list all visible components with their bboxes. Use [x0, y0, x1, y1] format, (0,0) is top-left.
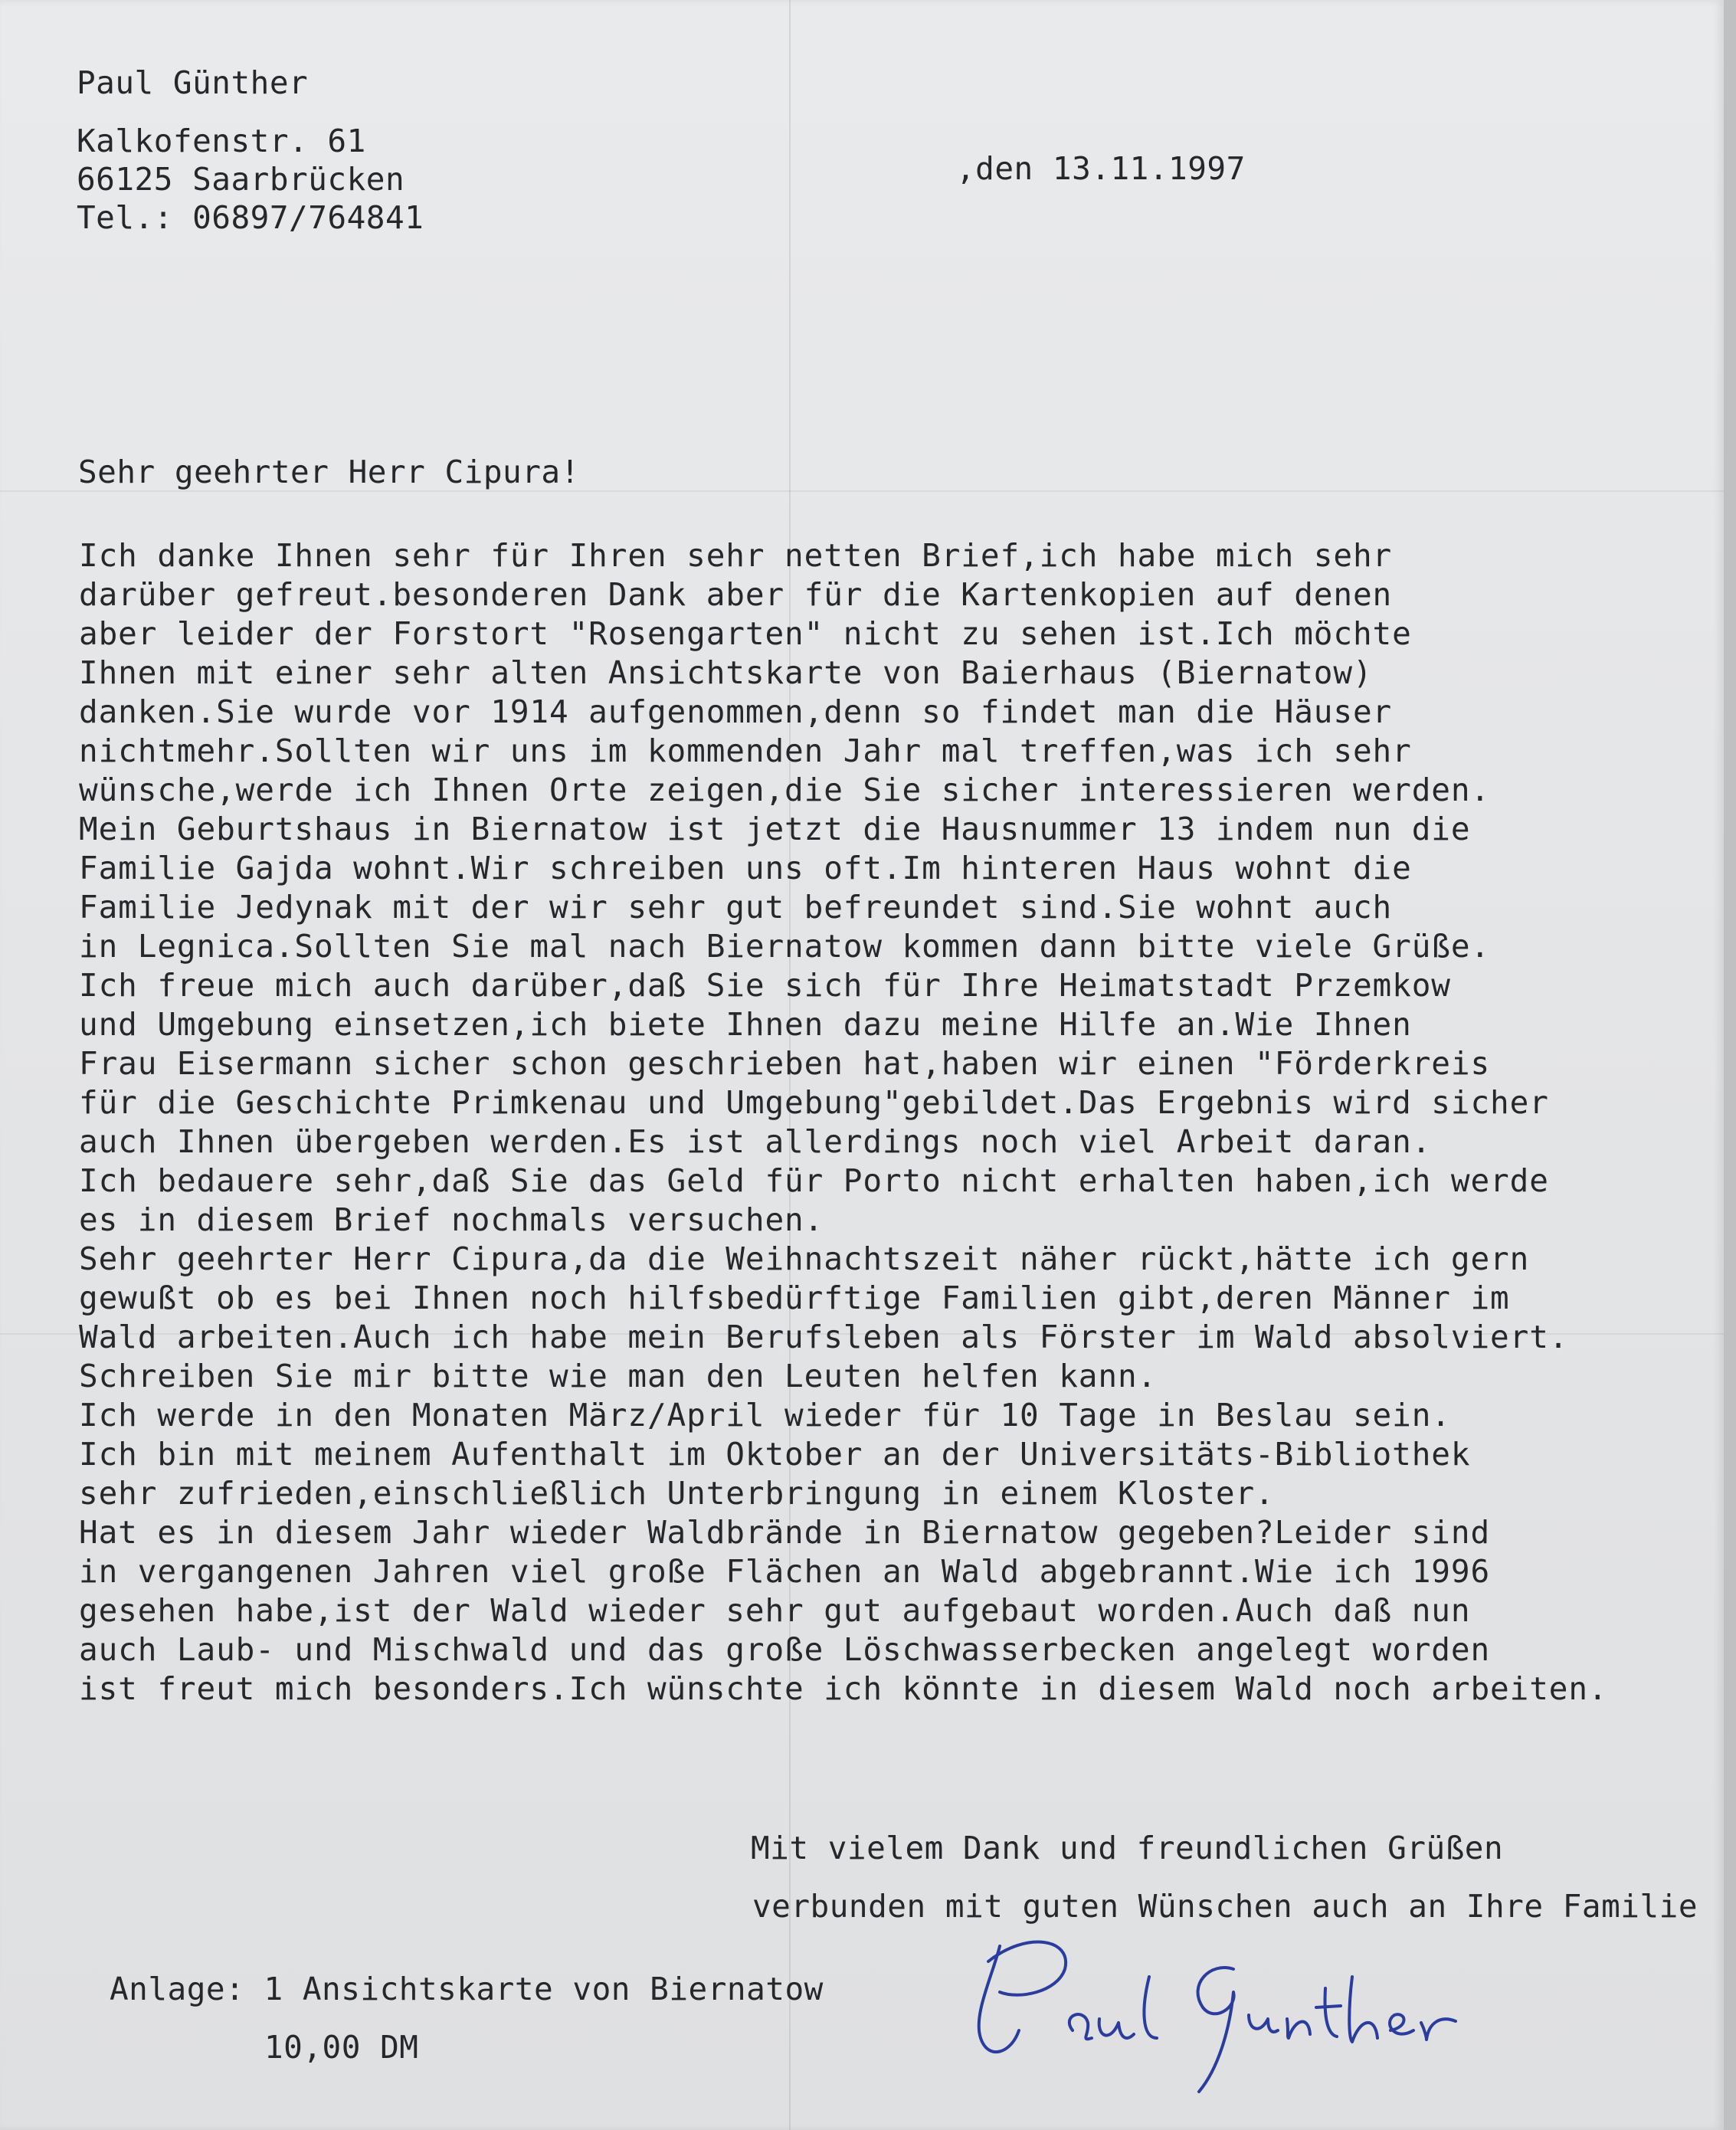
body-line: Frau Eisermann sicher schon geschrieben hat,haben wir einen "Förderkreis	[79, 1045, 1491, 1082]
body-line: Familie Jedynak mit der wir sehr gut befreundet sind.Sie wohnt auch	[79, 889, 1393, 926]
body-line: Hat es in diesem Jahr wieder Waldbrände in Biernatow gegeben?Leider sind	[79, 1514, 1491, 1551]
body-line: Ich freue mich auch darüber,daß Sie sich für Ihre Heimatstadt Przemkow	[79, 967, 1451, 1004]
body-line: Ich bin mit meinem Aufenthalt im Oktober an der Universitäts-Bibliothek	[79, 1436, 1471, 1473]
body-line: Mein Geburtshaus in Biernatow ist jetzt die Hausnummer 13 indem nun die	[79, 811, 1471, 847]
enclosure-line: Anlage: 1 Ansichtskarte von Biernatow	[110, 1971, 824, 2007]
closing-line-2: verbunden mit guten Wünschen auch an Ihre Familie	[752, 1888, 1698, 1925]
letter-date: ,den 13.11.1997	[956, 150, 1246, 187]
body-line: Ich danke Ihnen sehr für Ihren sehr netten Brief,ich habe mich sehr	[79, 537, 1393, 574]
body-line: gewußt ob es bei Ihnen noch hilfsbedürftige Familien gibt,deren Männer im	[79, 1280, 1510, 1316]
body-line: Ich werde in den Monaten März/April wieder für 10 Tage in Beslau sein.	[79, 1397, 1451, 1434]
body-line: sehr zufrieden,einschließlich Unterbringung in einem Kloster.	[79, 1475, 1275, 1512]
salutation: Sehr geehrter Herr Cipura!	[78, 454, 580, 490]
body-line: wünsche,werde ich Ihnen Orte zeigen,die Sie sicher interessieren werden.	[79, 772, 1491, 808]
enclosure-amount: 10,00 DM	[264, 2029, 419, 2066]
body-line: in Legnica.Sollten Sie mal nach Biernatow kommen dann bitte viele Grüße.	[79, 928, 1491, 965]
body-line: nichtmehr.Sollten wir uns im kommenden Jahr mal treffen,was ich sehr	[79, 732, 1412, 769]
paper-fold-horizontal-upper	[0, 490, 1724, 492]
body-line: Ich bedauere sehr,daß Sie das Geld für Porto nicht erhalten haben,ich werde	[79, 1162, 1549, 1199]
body-line: aber leider der Forstort "Rosengarten" nicht zu sehen ist.Ich möchte	[79, 615, 1412, 652]
sender-city: 66125 Saarbrücken	[77, 161, 405, 198]
letter-body	[79, 536, 1608, 1709]
sender-street: Kalkofenstr. 61	[77, 123, 366, 159]
body-line: Sehr geehrter Herr Cipura,da die Weihnachtszeit näher rückt,hätte ich gern	[79, 1240, 1530, 1277]
sender-name: Paul Günther	[77, 64, 309, 101]
closing-line-1: Mit vielem Dank und freundlichen Grüßen	[751, 1830, 1504, 1866]
body-line: auch Ihnen übergeben werden.Es ist allerdings noch viel Arbeit daran.	[79, 1123, 1432, 1160]
body-line: darüber gefreut.besonderen Dank aber für die Kartenkopien auf denen	[79, 576, 1393, 613]
handwritten-signature	[958, 1915, 1540, 2099]
body-line: gesehen habe,ist der Wald wieder sehr gut aufgebaut worden.Auch daß nun	[79, 1592, 1471, 1629]
body-line: Wald arbeiten.Auch ich habe mein Berufsleben als Förster im Wald absolviert.	[79, 1319, 1569, 1355]
body-line: ist freut mich besonders.Ich wünschte ich könnte in diesem Wald noch arbeiten.	[79, 1670, 1608, 1707]
body-line: auch Laub- und Mischwald und das große Löschwasserbecken angelegt worden	[79, 1631, 1491, 1668]
body-line: für die Geschichte Primkenau und Umgebung"gebildet.Das Ergebnis wird sicher	[79, 1084, 1549, 1121]
body-line: Ihnen mit einer sehr alten Ansichtskarte von Baierhaus (Biernatow)	[79, 654, 1373, 691]
body-line: es in diesem Brief nochmals versuchen.	[79, 1201, 824, 1238]
body-line: Schreiben Sie mir bitte wie man den Leuten helfen kann.	[79, 1358, 1158, 1394]
body-line: Familie Gajda wohnt.Wir schreiben uns oft.Im hinteren Haus wohnt die	[79, 850, 1412, 886]
body-line: und Umgebung einsetzen,ich biete Ihnen dazu meine Hilfe an.Wie Ihnen	[79, 1006, 1412, 1043]
body-line: in vergangenen Jahren viel große Flächen an Wald abgebrannt.Wie ich 1996	[79, 1553, 1491, 1590]
body-line: danken.Sie wurde vor 1914 aufgenommen,denn so findet man die Häuser	[79, 693, 1393, 730]
sender-phone: Tel.: 06897/764841	[77, 199, 424, 236]
